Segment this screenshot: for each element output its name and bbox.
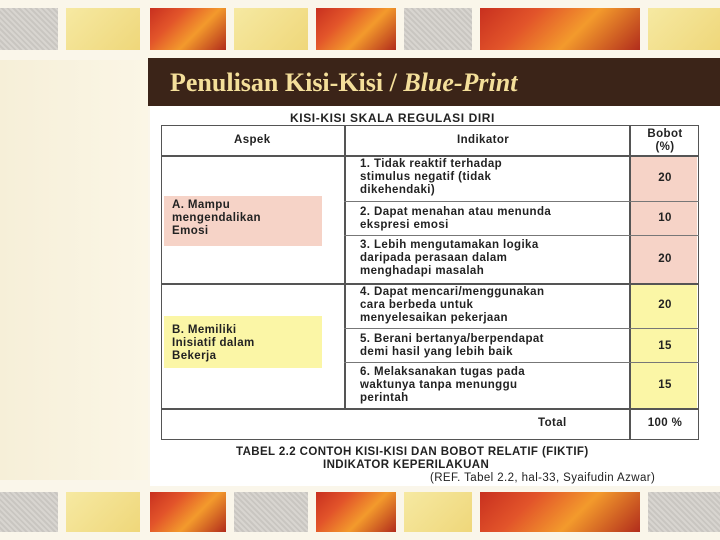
header-indikator: Indikator <box>457 134 510 146</box>
aspect-divider <box>161 283 699 285</box>
bobot-cell: 10 <box>658 212 672 224</box>
aspect-a-label: A. Mampu mengendalikan Emosi <box>172 199 261 237</box>
bobot-cell: 20 <box>658 253 672 265</box>
slide-title-italic: Blue-Print <box>403 68 518 97</box>
decor-square <box>0 8 58 50</box>
slide-title <box>170 68 517 98</box>
decor-square <box>150 492 226 532</box>
header-aspek: Aspek <box>234 134 271 146</box>
decor-square <box>66 8 140 50</box>
row-divider <box>344 362 699 363</box>
bobot-cell: 15 <box>658 340 672 352</box>
decor-square <box>234 8 308 50</box>
slide-title-main: Penulisan Kisi-Kisi / <box>170 68 404 97</box>
total-value: 100 % <box>647 417 683 429</box>
caption-line1: TABEL 2.2 CONTOH KISI-KISI DAN BOBOT RELATIF (FIKTIF) <box>236 446 589 458</box>
decor-square <box>648 8 720 50</box>
row-divider <box>344 235 699 236</box>
header-divider <box>161 155 699 157</box>
bobot-cell: 20 <box>658 172 672 184</box>
decor-square <box>480 8 640 50</box>
decor-square <box>404 8 472 50</box>
decor-square <box>648 492 720 532</box>
caption-line2: INDIKATOR KEPERILAKUAN <box>323 459 490 471</box>
caption-line3: (REF. Tabel 2.2, hal-33, Syaifudin Azwar) <box>430 472 656 484</box>
row-divider <box>344 328 699 329</box>
left-decor-strip <box>0 60 148 480</box>
row-divider <box>344 201 699 202</box>
header-bobot: Bobot (%) <box>647 128 683 153</box>
indikator-cell: 6. Melaksanakan tugas pada waktunya tanpa menunggu perintah <box>360 366 526 404</box>
decor-square <box>480 492 640 532</box>
indikator-cell: 2. Dapat menahan atau menunda ekspresi emosi <box>360 206 552 231</box>
aspect-b-label: B. Memiliki Inisiatif dalam Bekerja <box>172 324 255 362</box>
decor-square <box>316 492 396 532</box>
decor-square <box>234 492 308 532</box>
decor-square <box>66 492 140 532</box>
bobot-cell: 20 <box>658 299 672 311</box>
indikator-cell: 3. Lebih mengutamakan logika daripada perasaan dalam menghadapi masalah <box>360 239 539 277</box>
indikator-cell: 1. Tidak reaktif terhadap stimulus negatif (tidak dikehendaki) <box>360 158 503 196</box>
indikator-cell: 4. Dapat mencari/menggunakan cara berbeda untuk menyelesaikan pekerjaan <box>360 286 545 324</box>
decor-square <box>0 492 58 532</box>
decor-square <box>316 8 396 50</box>
bobot-cell: 15 <box>658 379 672 391</box>
col-divider <box>344 125 346 409</box>
table-title: KISI-KISI SKALA REGULASI DIRI <box>290 111 495 125</box>
decor-square <box>150 8 226 50</box>
total-divider <box>161 408 699 410</box>
total-label: Total <box>538 417 567 429</box>
decor-square <box>404 492 472 532</box>
indikator-cell: 5. Berani bertanya/berpendapat demi hasil yang lebih baik <box>360 333 544 358</box>
